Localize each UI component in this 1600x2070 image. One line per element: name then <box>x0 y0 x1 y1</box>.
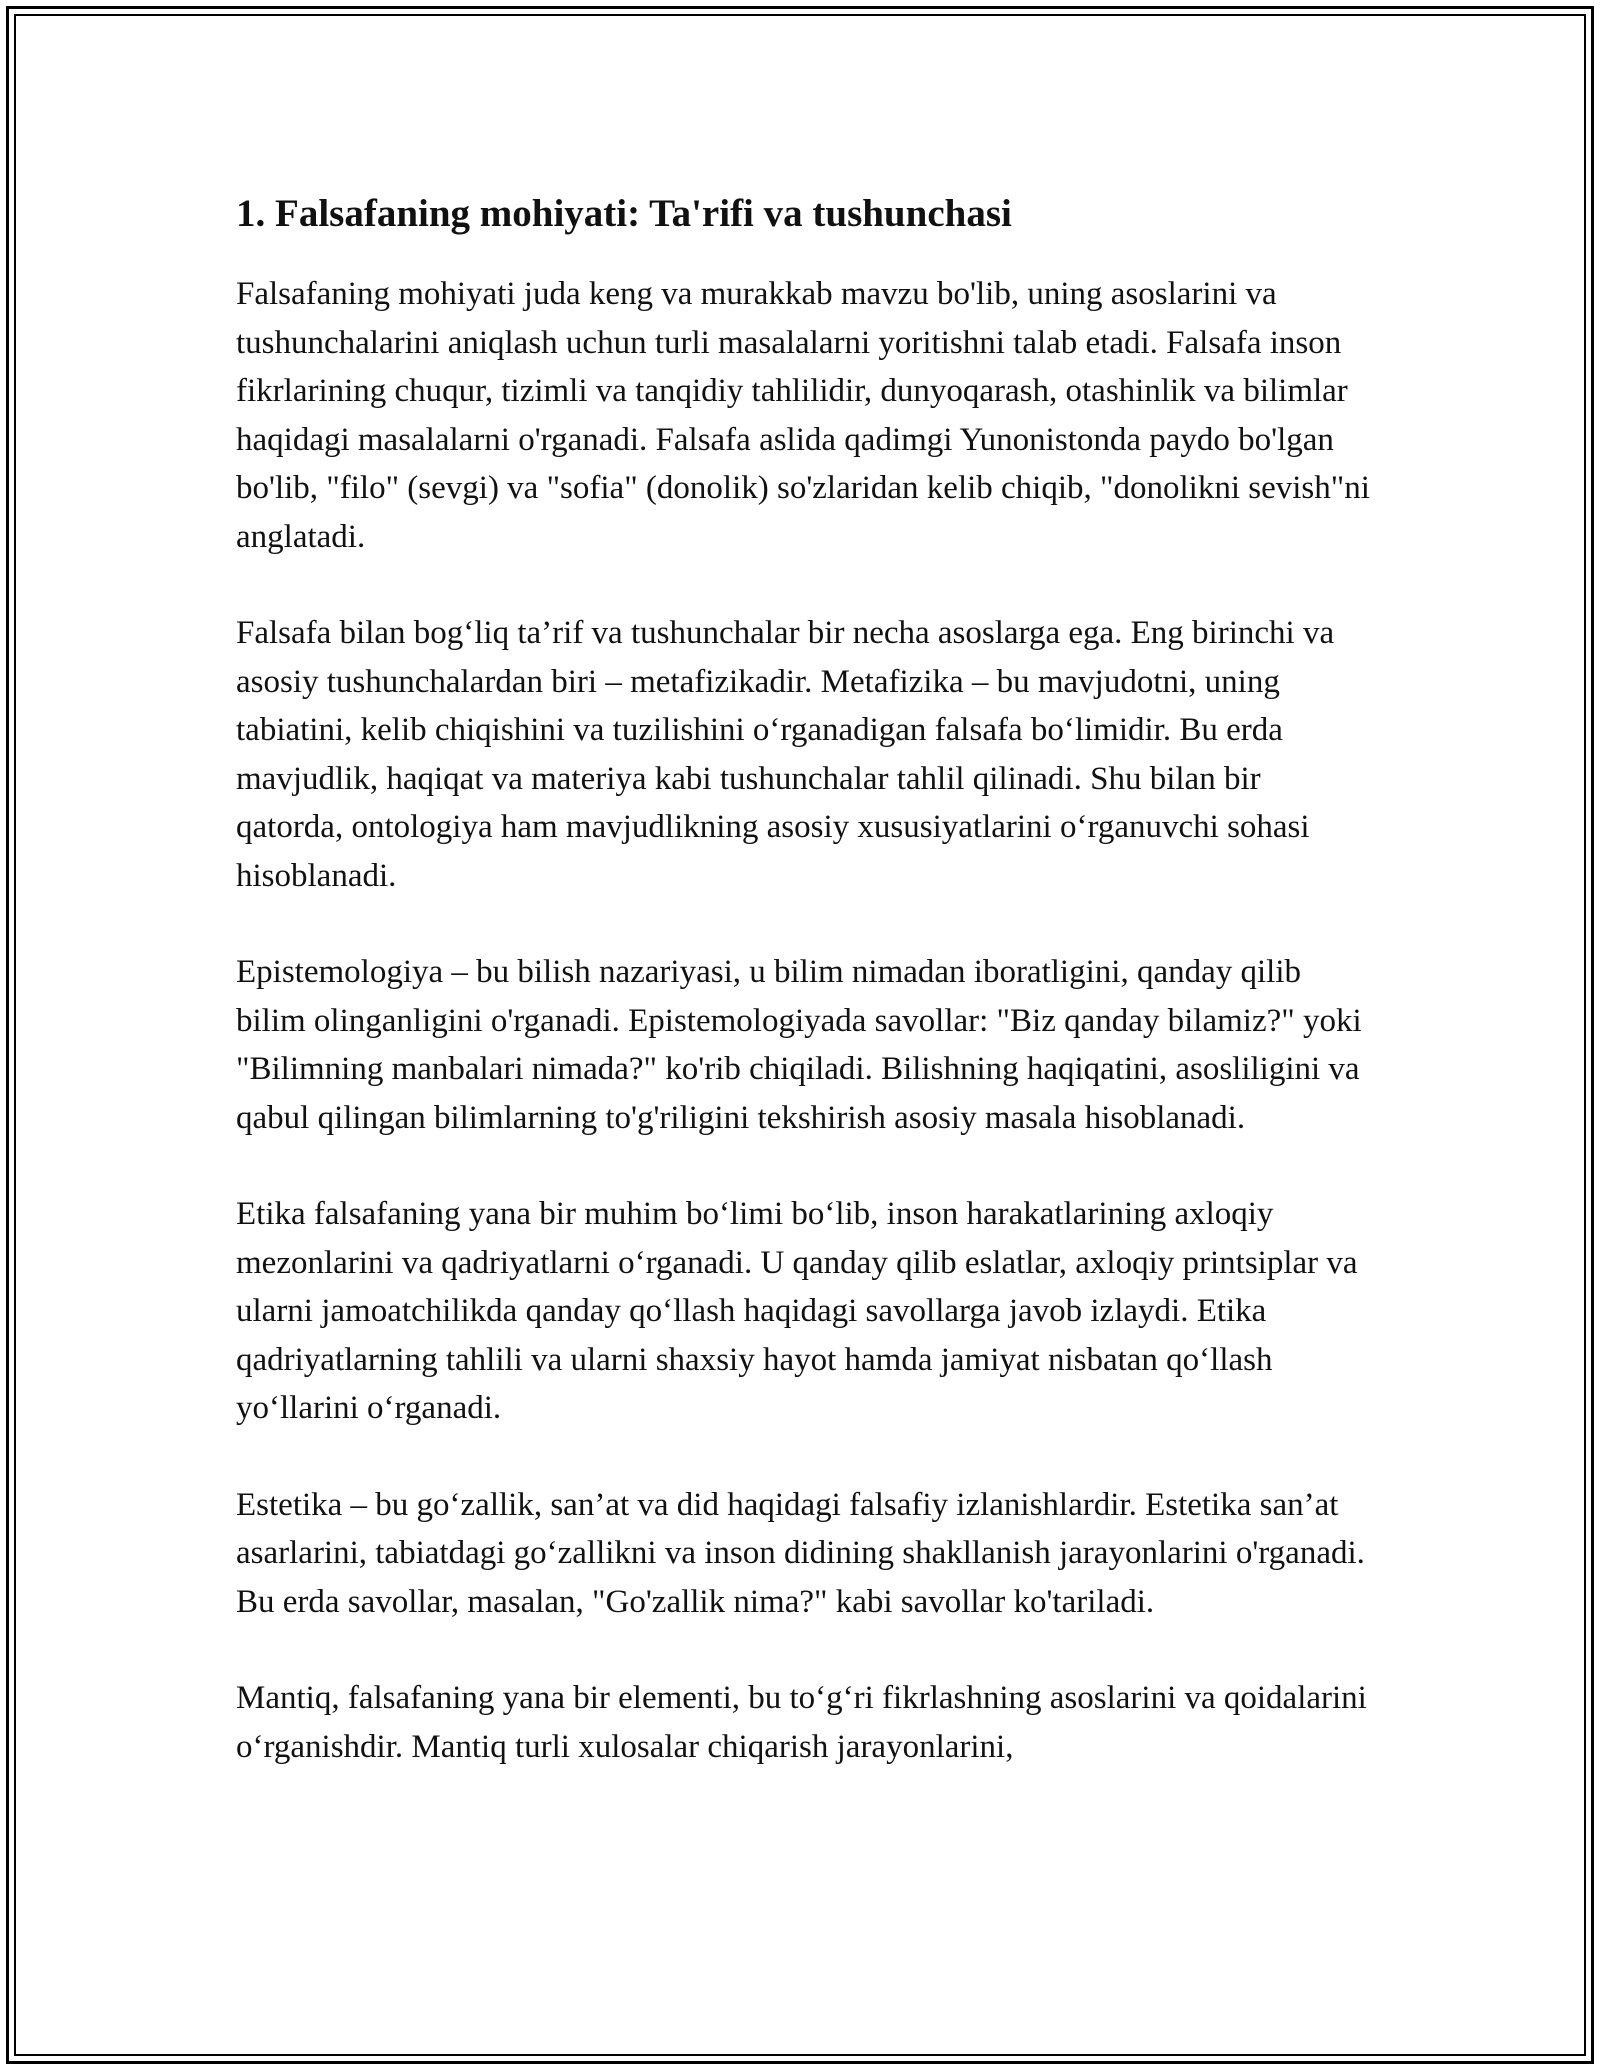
paragraph-metaphysics: Falsafa bilan bog‘liq ta’rif va tushunchalar bir necha asoslarga ega. Eng birinchi va asosiy tushunchalardan biri – metafizikadir. Metafizika – bu mavjudotni, uning tabiatini, kelib chiqishini va tuzilishini o‘rganadigan falsafa bo‘limidir. Bu erda mavjudlik, haqiqat va materiya kabi tushunchalar tahlil qilinadi. Shu bilan bir qatorda, ontologiya ham mavjudlikning asosiy xususiyatlarini o‘rganuvchi sohasi hisoblanadi. <box>236 615 1335 894</box>
paragraph-logic: Mantiq, falsafaning yana bir elementi, bu to‘g‘ri fikrlashning asoslarini va qoidalarini o‘rganishdir. Mantiq turli xulosalar chiqarish jarayonlarini, <box>236 1680 1367 1765</box>
paragraph-aesthetics: Estetika – bu go‘zallik, san’at va did haqidagi falsafiy izlanishlardir. Estetika san’at asarlarini, tabiatdagi go‘zallikni va inson didining shakllanish jarayonlarini o'rganadi. Bu erda savollar, masalan, "Go'zallik nima?" kabi savollar ko'tariladi. <box>236 1486 1365 1620</box>
paragraph-introduction: Falsafaning mohiyati juda keng va murakkab mavzu bo'lib, uning asoslarini va tushunchalarini aniqlash uchun turli masalalarni yoritishni talab etadi. Falsafa inson fikrlarining chuqur, tizimli va tanqidiy tahlilidir, dunyoqarash, otashinlik va bilimlar haqidagi masalalarni o'rganadi. Falsafa aslida qadimgi Yunonistonda paydo bo'lgan bo'lib, "filo" (sevgi) va "sofia" (donolik) so'zlaridan kelib chiqib, "donolikni sevish"ni anglatadi. <box>236 276 1370 555</box>
section-heading: 1. Falsafaning mohiyati: Ta'rifi va tushunchasi <box>236 192 1012 235</box>
paragraph-ethics: Etika falsafaning yana bir muhim bo‘limi bo‘lib, inson harakatlarining axloqiy mezonlarini va qadriyatlarni o‘rganadi. U qanday qilib eslatlar, axloqiy printsiplar va ularni jamoatchilikda qanday qo‘llash haqidagi savollarga javob izlaydi. Etika qadriyatlarning tahlili va ularni shaxsiy hayot hamda jamiyat nisbatan qo‘llash yo‘llarini o‘rganadi. <box>236 1196 1358 1426</box>
paragraph-epistemology: Epistemologiya – bu bilish nazariyasi, u bilim nimadan iboratligini, qanday qilib bilim olinganligini o'rganadi. Epistemologiyada savollar: "Biz qanday bilamiz?" yoki "Bilimning manbalari nimada?" ko'rib chiqiladi. Bilishning haqiqatini, asosliligini va qabul qilingan bilimlarning to'g'riligini tekshirish asosiy masala hisoblanadi. <box>236 954 1362 1136</box>
document-body <box>236 186 1376 1819</box>
